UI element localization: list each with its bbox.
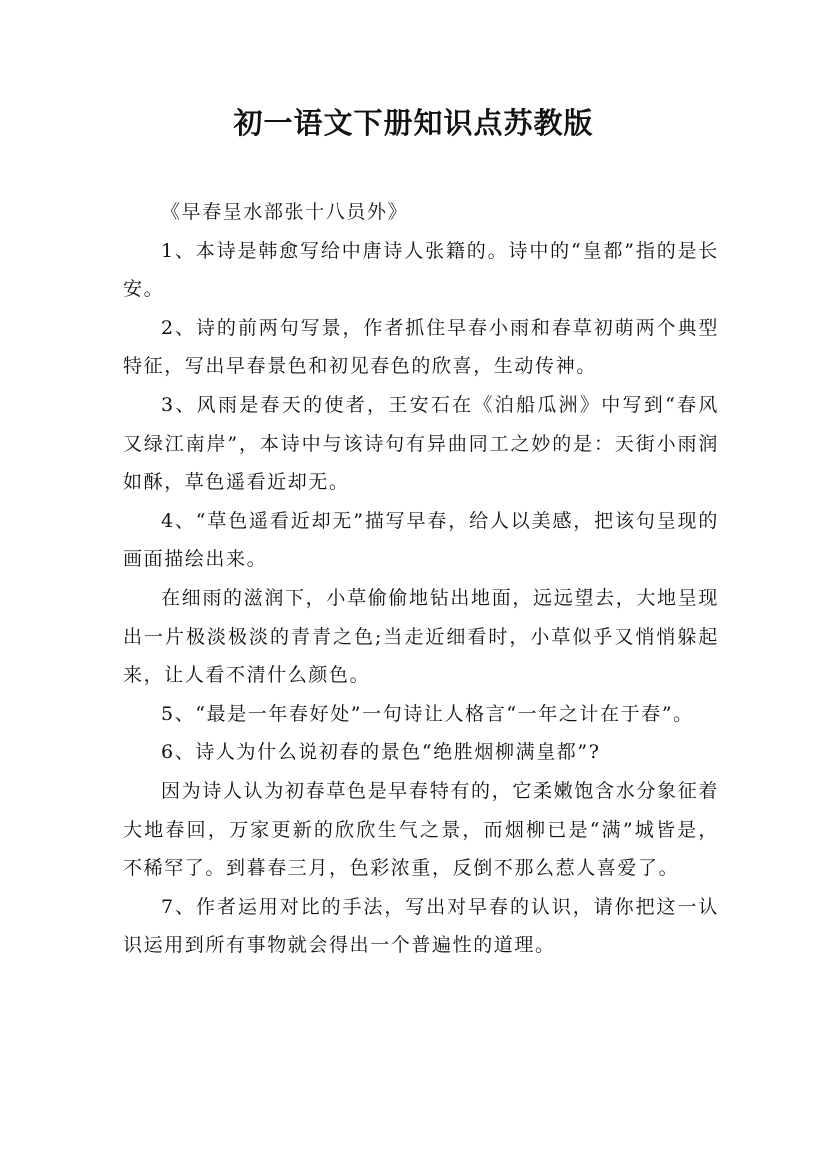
paragraph: 6、诗人为什么说初春的景色“绝胜烟柳满皇都”? <box>161 741 601 764</box>
paragraph: 7、作者运用对比的手法，写出对早春的认识，请你把这一认识运用到所有事物就会得出一个普遍性的道理。 <box>123 895 719 957</box>
paragraph: 2、诗的前两句写景，作者抓住早春小雨和春草初萌两个典型特征，写出早春景色和初见春色的欣喜，生动传神。 <box>123 316 719 378</box>
paragraph: 4、“草色遥看近却无”描写早春，给人以美感，把该句呈现的画面描绘出来。 <box>123 509 719 571</box>
document-body <box>123 193 719 965</box>
paragraph: 3、风雨是春天的使者，王安石在《泊船瓜洲》中写到“春风又绿江南岸”，本诗中与该诗句有异曲同工之妙的是：天街小雨润如酥，草色遥看近却无。 <box>123 393 719 494</box>
paragraph: 在细雨的滋润下，小草偷偷地钻出地面，远远望去，大地呈现出一片极淡极淡的青青之色;当走近细看时，小草似乎又悄悄躲起来，让人看不清什么颜色。 <box>123 586 719 687</box>
poem-title-line: 《早春呈水部张十八员外》 <box>161 201 409 223</box>
paragraph: 5、“最是一年春好处”一句诗让人格言“一年之计在于春”。 <box>161 702 694 725</box>
document-title: 初一语文下册知识点苏教版 <box>233 106 594 140</box>
paragraph: 因为诗人认为初春草色是早春特有的，它柔嫩饱含水分象征着大地春回，万家更新的欣欣生气之景，而烟柳已是“满”城皆是，不稀罕了。到暮春三月，色彩浓重，反倒不那么惹人喜爱了。 <box>123 779 719 880</box>
paragraph: 1、本诗是韩愈写给中唐诗人张籍的。诗中的“皇都”指的是长安。 <box>123 239 719 301</box>
